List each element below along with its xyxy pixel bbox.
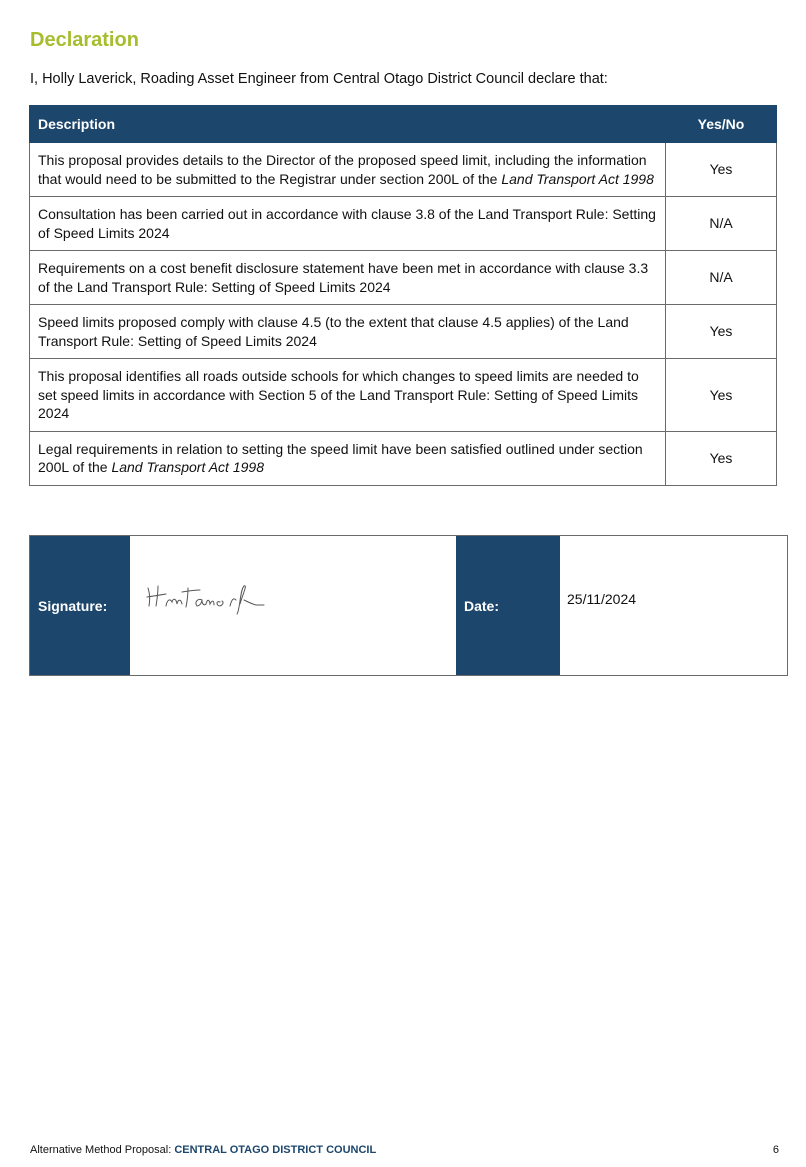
row-text: Legal requirements in relation to setting the speed limit have been satisfied outlined under section 200L of the [38,440,643,475]
row-description [30,431,666,485]
row-text: This proposal identifies all roads outside schools for which changes to speed limits are needed to set speed limits in accordance with Section 5 of the Land Transport Rule: Setting of Speed Limits 2024 [38,368,639,421]
row-text: Requirements on a cost benefit disclosure statement have been met in accordance with clause 3.3 of the Land Transport Rule: Setting of Speed Limits 2024 [38,260,649,295]
row-italic-text: Land Transport Act 1998 [501,170,654,187]
row-answer: Yes [666,431,777,485]
signature-label: Signature: [30,536,130,675]
handwritten-signature [144,580,274,616]
table-row [30,431,777,485]
declaration-table [29,105,777,486]
answer-column-header: Yes/No [666,106,777,143]
row-italic-text: Land Transport Act 1998 [111,459,264,475]
table-row [30,143,777,197]
table-row [30,359,777,432]
footer-prefix: Alternative Method Proposal: [30,1144,175,1156]
row-description [30,305,666,359]
row-answer: Yes [666,143,777,197]
row-description [30,251,666,305]
page-heading: Declaration [30,29,139,51]
page-number: 6 [772,1144,779,1156]
table-row [30,251,777,305]
row-answer: Yes [666,305,777,359]
row-answer: Yes [666,359,777,432]
date-value: 25/11/2024 [567,591,637,607]
table-row [30,305,777,359]
row-text: This proposal provides details to the Director of the proposed speed limit, including the information that would need to be submitted to the Registrar under section 200L of the [38,152,647,187]
date-label: Date: [456,536,560,675]
footer-title [30,1144,376,1156]
description-column-header: Description [30,106,666,143]
page-footer [30,1144,779,1156]
row-description [30,143,666,197]
row-description [30,359,666,432]
signature-block [29,535,788,676]
table-header-row [30,106,777,143]
signature-field [130,536,456,675]
row-description [30,197,666,251]
row-text: Consultation has been carried out in accordance with clause 3.8 of the Land Transport Rule: Setting of Speed Limits 2024 [38,206,656,241]
table-row [30,197,777,251]
footer-org: CENTRAL OTAGO DISTRICT COUNCIL [174,1144,377,1156]
row-answer: N/A [666,197,777,251]
row-answer: N/A [666,251,777,305]
row-text: Speed limits proposed comply with clause 4.5 (to the extent that clause 4.5 applies) of the Land Transport Rule: Setting of Speed Limits 2024 [38,314,629,349]
declaration-intro: I, Holly Laverick, Roading Asset Engineer from Central Otago District Council declare that: [30,71,608,87]
